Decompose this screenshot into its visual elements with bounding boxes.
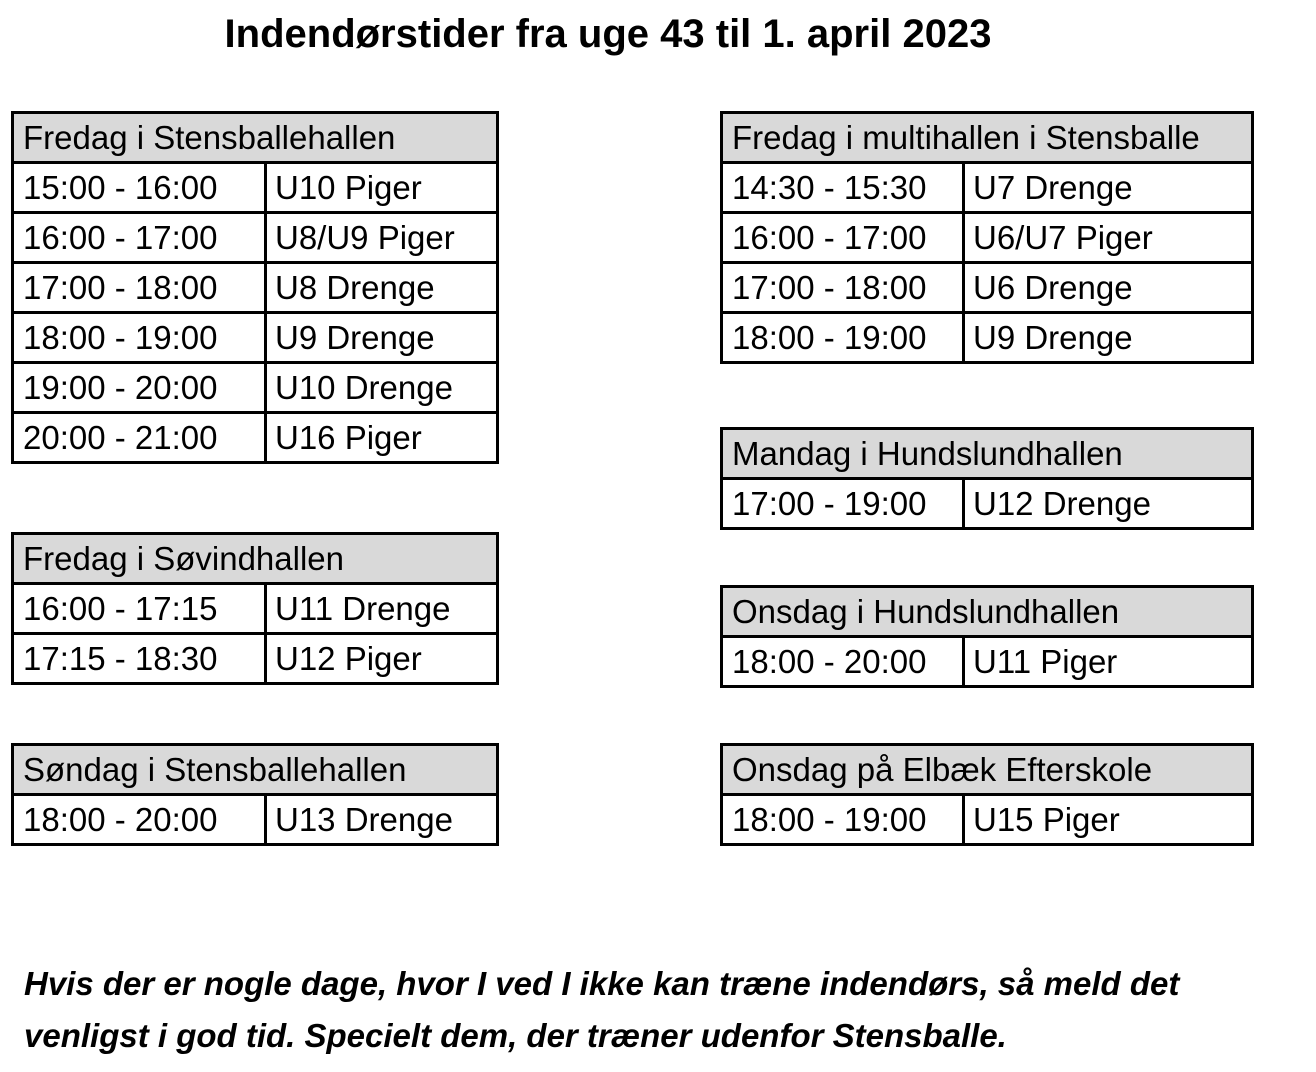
time-cell: 17:00 - 18:00 xyxy=(13,263,266,313)
schedule-table-sovindhallen-fredag xyxy=(11,532,499,685)
group-cell: U11 Drenge xyxy=(266,584,498,634)
table-row xyxy=(13,213,498,263)
schedule-table-hundslundhallen-onsdag xyxy=(720,585,1254,688)
group-cell: U6 Drenge xyxy=(964,263,1253,313)
group-cell: U9 Drenge xyxy=(266,313,498,363)
table-header: Fredag i Søvindhallen xyxy=(13,534,498,584)
time-cell: 20:00 - 21:00 xyxy=(13,413,266,463)
table-row xyxy=(13,263,498,313)
group-cell: U13 Drenge xyxy=(266,795,498,845)
time-cell: 14:30 - 15:30 xyxy=(722,163,964,213)
group-cell: U8/U9 Piger xyxy=(266,213,498,263)
group-cell: U11 Piger xyxy=(964,637,1253,687)
notice-line-1: Hvis der er nogle dage, hvor I ved I ikke kan træne indendørs, så meld det xyxy=(24,965,1180,1002)
table-row xyxy=(13,363,498,413)
group-cell: U8 Drenge xyxy=(266,263,498,313)
table-row xyxy=(13,795,498,845)
table-row xyxy=(722,313,1253,363)
time-cell: 17:15 - 18:30 xyxy=(13,634,266,684)
table-header: Søndag i Stensballehallen xyxy=(13,745,498,795)
time-cell: 17:00 - 19:00 xyxy=(722,479,964,529)
schedule-table-stensballehallen-fredag xyxy=(11,111,499,464)
table-header: Onsdag på Elbæk Efterskole xyxy=(722,745,1253,795)
schedule-table-multihallen-fredag xyxy=(720,111,1254,364)
table-row xyxy=(722,263,1253,313)
time-cell: 18:00 - 19:00 xyxy=(13,313,266,363)
page-title: Indendørstider fra uge 43 til 1. april 2023 xyxy=(224,12,992,56)
table-row xyxy=(13,413,498,463)
schedule-table-stensballehallen-sondag xyxy=(11,743,499,846)
notice-line-2: venligst i god tid. Specielt dem, der træner udenfor Stensballe. xyxy=(24,1017,1007,1054)
time-cell: 18:00 - 19:00 xyxy=(722,313,964,363)
notice-text xyxy=(24,958,1314,1062)
time-cell: 16:00 - 17:00 xyxy=(722,213,964,263)
time-cell: 19:00 - 20:00 xyxy=(13,363,266,413)
table-row xyxy=(722,479,1253,529)
group-cell: U10 Piger xyxy=(266,163,498,213)
group-cell: U7 Drenge xyxy=(964,163,1253,213)
table-header: Fredag i multihallen i Stensballe xyxy=(722,113,1253,163)
table-row xyxy=(722,795,1253,845)
group-cell: U12 Drenge xyxy=(964,479,1253,529)
group-cell: U16 Piger xyxy=(266,413,498,463)
group-cell: U12 Piger xyxy=(266,634,498,684)
time-cell: 18:00 - 20:00 xyxy=(13,795,266,845)
group-cell: U6/U7 Piger xyxy=(964,213,1253,263)
table-row xyxy=(722,637,1253,687)
table-row xyxy=(13,163,498,213)
table-row xyxy=(13,584,498,634)
group-cell: U10 Drenge xyxy=(266,363,498,413)
group-cell: U9 Drenge xyxy=(964,313,1253,363)
schedule-table-elbaek-efterskole-onsdag xyxy=(720,743,1254,846)
table-header: Mandag i Hundslundhallen xyxy=(722,429,1253,479)
table-row xyxy=(13,634,498,684)
schedule-table-hundslundhallen-mandag xyxy=(720,427,1254,530)
table-header: Fredag i Stensballehallen xyxy=(13,113,498,163)
table-row xyxy=(722,213,1253,263)
time-cell: 16:00 - 17:00 xyxy=(13,213,266,263)
table-header: Onsdag i Hundslundhallen xyxy=(722,587,1253,637)
table-row xyxy=(13,313,498,363)
time-cell: 17:00 - 18:00 xyxy=(722,263,964,313)
time-cell: 15:00 - 16:00 xyxy=(13,163,266,213)
time-cell: 18:00 - 20:00 xyxy=(722,637,964,687)
table-row xyxy=(722,163,1253,213)
time-cell: 18:00 - 19:00 xyxy=(722,795,964,845)
group-cell: U15 Piger xyxy=(964,795,1253,845)
time-cell: 16:00 - 17:15 xyxy=(13,584,266,634)
